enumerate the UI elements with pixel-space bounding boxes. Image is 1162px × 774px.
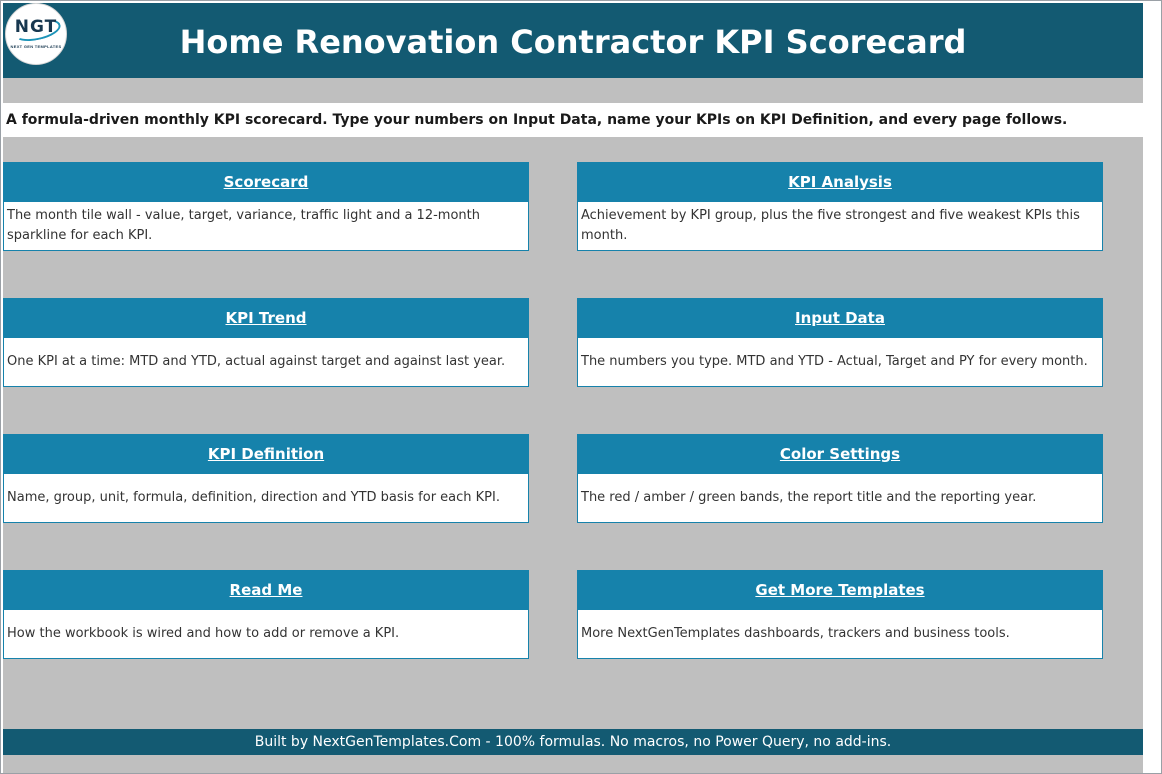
card-header[interactable] xyxy=(3,570,529,610)
card-body xyxy=(3,610,529,659)
card-color-settings[interactable] xyxy=(577,434,1103,523)
header-banner xyxy=(3,3,1143,78)
card-description: The numbers you type. MTD and YTD - Actual, Target and PY for every month. xyxy=(581,354,1088,369)
card-description: One KPI at a time: MTD and YTD, actual against target and against last year. xyxy=(7,354,506,369)
card-description: How the workbook is wired and how to add or remove a KPI. xyxy=(7,626,400,641)
card-description: More NextGenTemplates dashboards, trackers and business tools. xyxy=(581,626,1010,641)
link-get-more-templates[interactable]: Get More Templates xyxy=(755,581,925,599)
page-title: Home Renovation Contractor KPI Scorecard xyxy=(179,23,967,61)
card-header[interactable] xyxy=(577,434,1103,474)
card-description: Name, group, unit, formula, definition, direction and YTD basis for each KPI. xyxy=(7,490,500,505)
card-body xyxy=(3,338,529,387)
card-body xyxy=(577,202,1103,251)
footer-bar xyxy=(3,729,1143,755)
card-kpi-definition[interactable] xyxy=(3,434,529,523)
link-scorecard[interactable]: Scorecard xyxy=(223,173,309,191)
subtitle-bar xyxy=(3,103,1143,137)
logo-letters: NGT xyxy=(14,17,58,37)
card-body xyxy=(577,474,1103,523)
card-header[interactable] xyxy=(3,298,529,338)
card-description: Achievement by KPI group, plus the five strongest and five weakest KPIs this month. xyxy=(581,208,1080,243)
card-get-more-templates[interactable] xyxy=(577,570,1103,659)
footer-text: Built by NextGenTemplates.Com - 100% formulas. No macros, no Power Query, no add-ins. xyxy=(254,734,892,750)
card-body xyxy=(577,610,1103,659)
link-color-settings[interactable]: Color Settings xyxy=(779,445,901,463)
link-kpi-analysis[interactable]: KPI Analysis xyxy=(788,173,892,191)
card-description: The month tile wall - value, target, variance, traffic light and a 12-month sparkline for each KPI. xyxy=(7,208,480,243)
card-header[interactable] xyxy=(3,434,529,474)
sheet-canvas xyxy=(3,3,1143,773)
link-kpi-trend[interactable]: KPI Trend xyxy=(225,309,307,327)
link-kpi-definition[interactable]: KPI Definition xyxy=(207,445,325,463)
logo-subtext: NEXT GEN TEMPLATES xyxy=(10,44,62,49)
card-header[interactable] xyxy=(577,162,1103,202)
card-read-me[interactable] xyxy=(3,570,529,659)
card-kpi-trend[interactable] xyxy=(3,298,529,387)
card-body xyxy=(3,474,529,523)
card-header[interactable] xyxy=(577,570,1103,610)
card-scorecard[interactable] xyxy=(3,162,529,251)
link-input-data[interactable]: Input Data xyxy=(795,309,885,327)
card-kpi-analysis[interactable] xyxy=(577,162,1103,251)
card-header[interactable] xyxy=(3,162,529,202)
card-body xyxy=(577,338,1103,387)
link-read-me[interactable]: Read Me xyxy=(229,581,303,599)
card-header[interactable] xyxy=(577,298,1103,338)
card-body xyxy=(3,202,529,251)
page-subtitle: A formula-driven monthly KPI scorecard. Type your numbers on Input Data, name your KPIs on KPI Definition, and every page follows. xyxy=(6,112,1068,128)
card-input-data[interactable] xyxy=(577,298,1103,387)
card-description: The red / amber / green bands, the report title and the reporting year. xyxy=(581,490,1037,505)
